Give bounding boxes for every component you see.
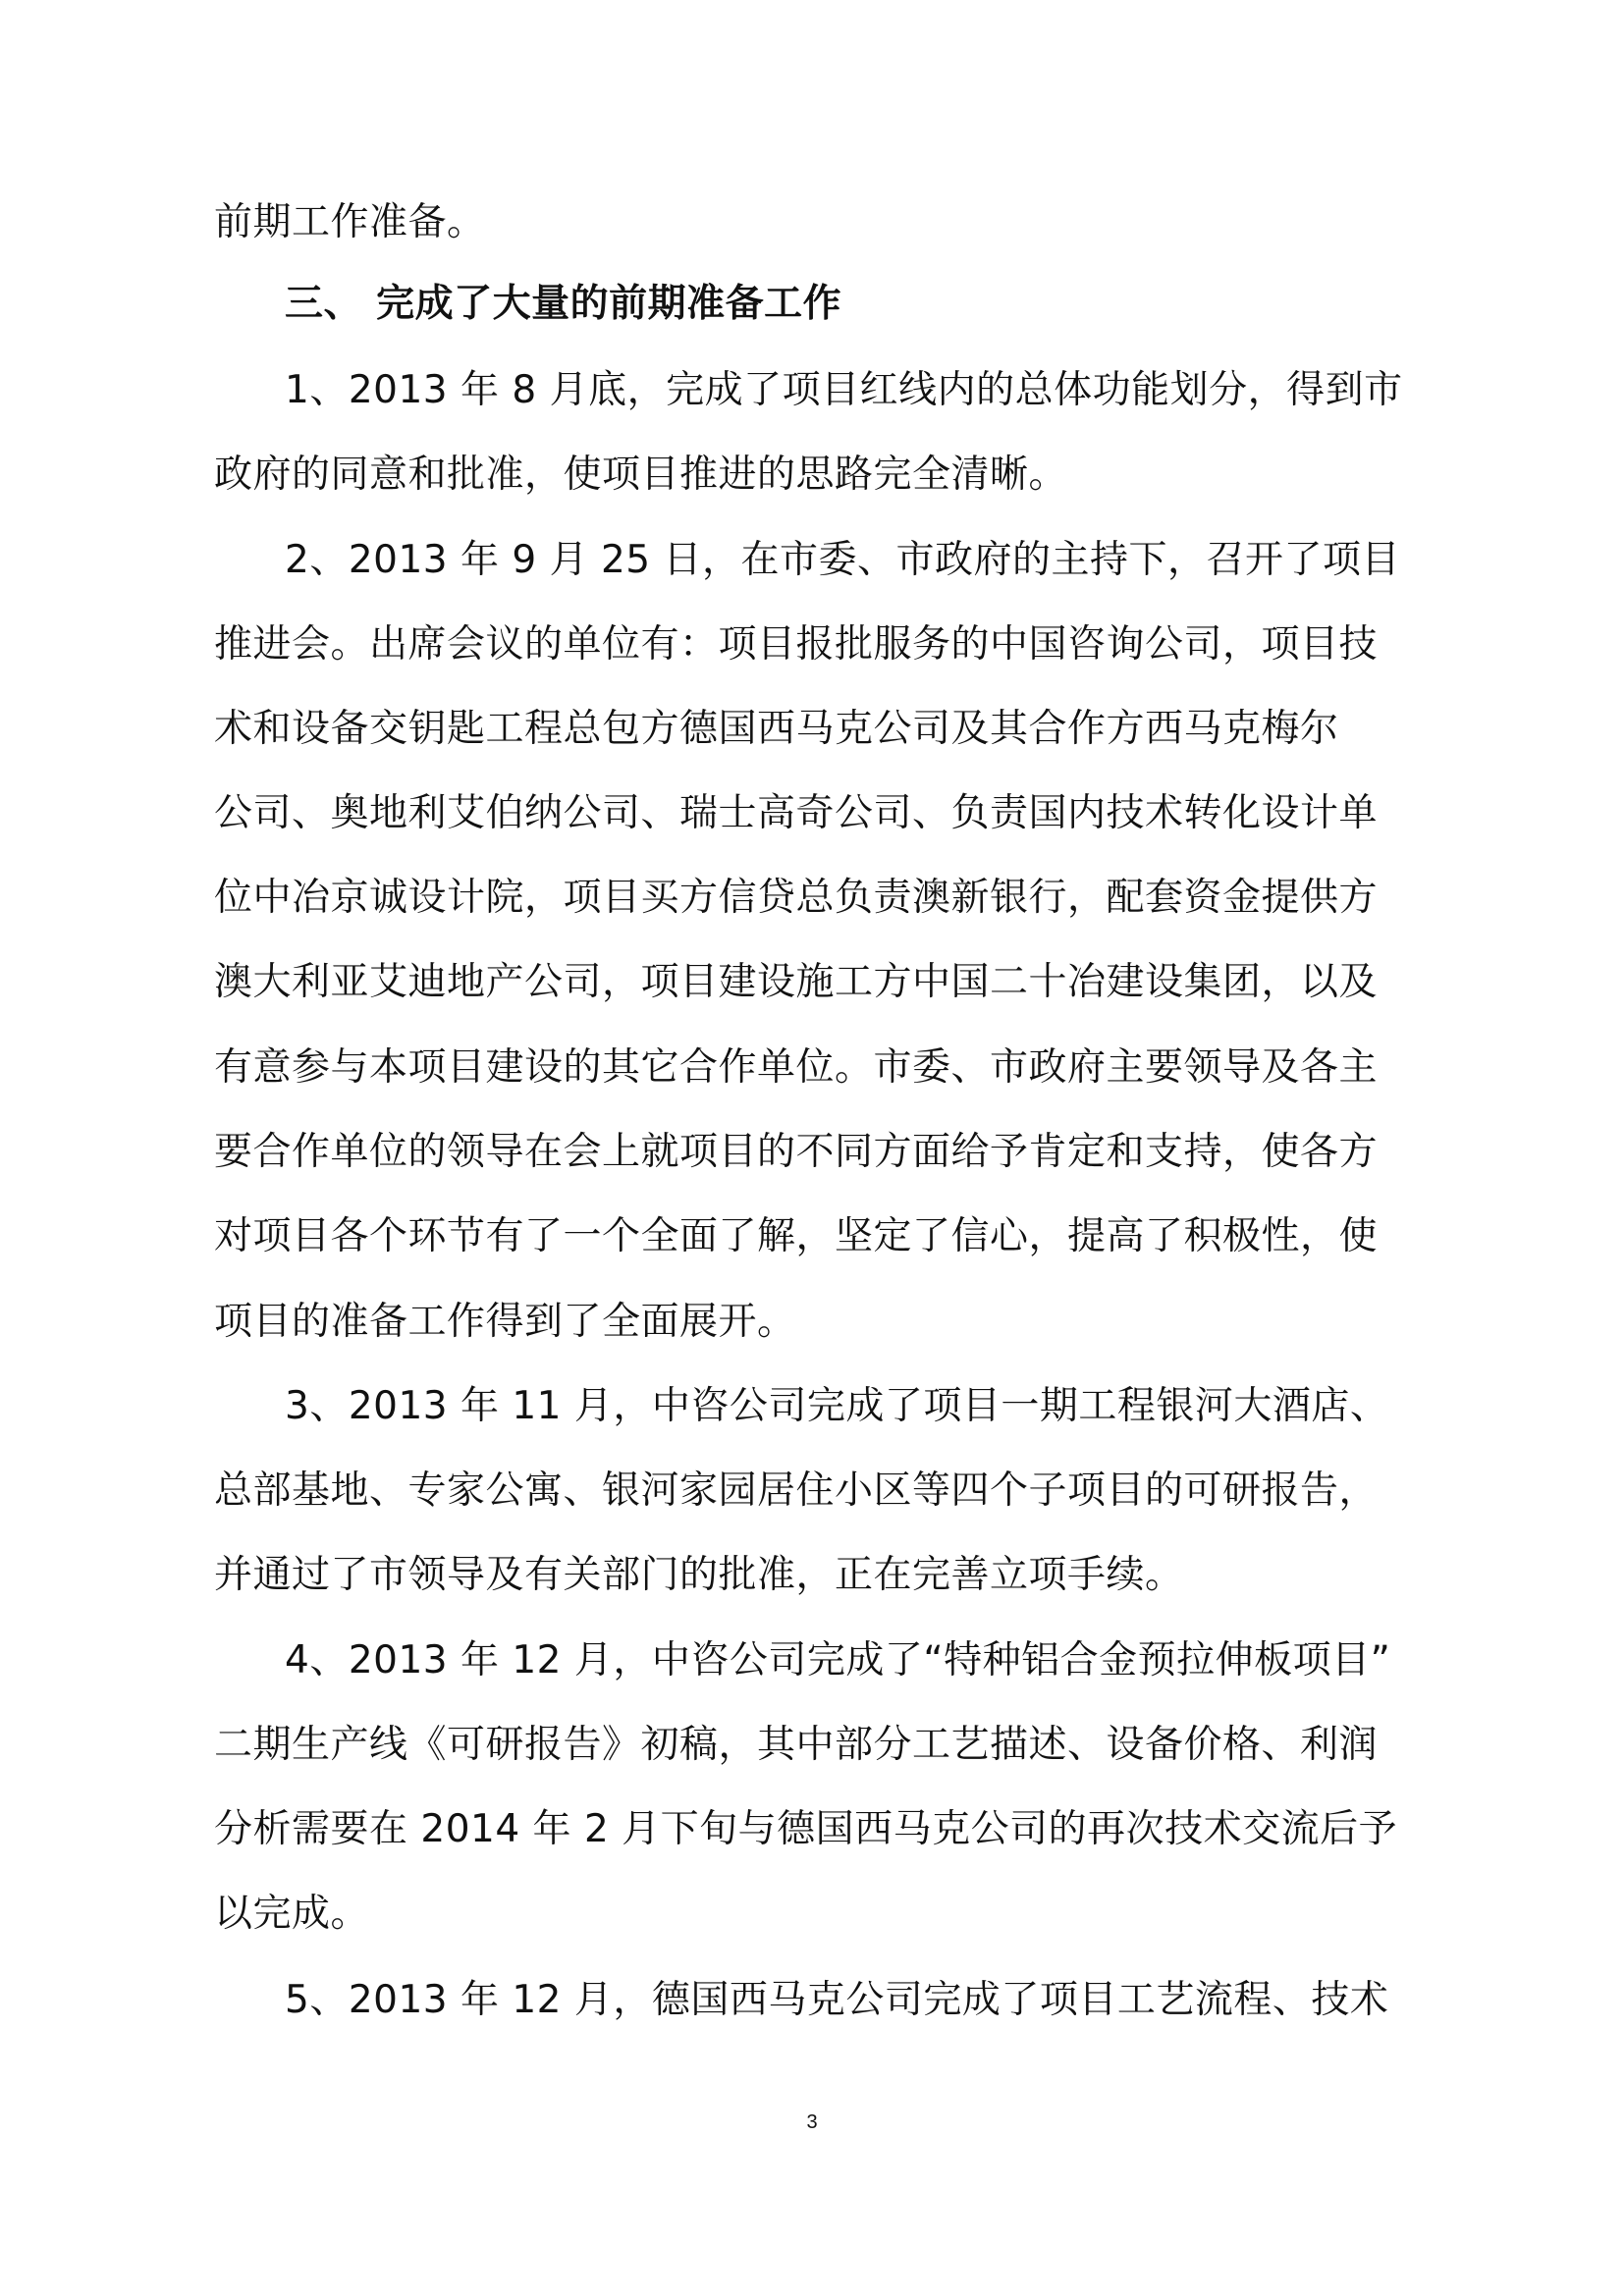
text-line: 分析需要在 2014 年 2 月下旬与德国西马克公司的再次技术交流后予	[214, 1807, 1398, 1851]
text-line: 澳大利亚艾迪地产公司，项目建设施工方中国二十冶建设集团，以及	[214, 960, 1379, 1004]
section-heading: 三、 完成了大量的前期准备工作	[285, 282, 842, 326]
text-line: 有意参与本项目建设的其它合作单位。市委、市政府主要领导及各主	[214, 1045, 1379, 1090]
text-line: 并通过了市领导及有关部门的批准，正在完善立项手续。	[214, 1553, 1184, 1597]
text-line: 推进会。出席会议的单位有：项目报批服务的中国咨询公司，项目技	[214, 622, 1379, 667]
text-line: 二期生产线《可研报告》初稿，其中部分工艺描述、设备价格、利润	[214, 1723, 1379, 1767]
page-number: 3	[806, 2111, 818, 2133]
text-line: 5、2013 年 12 月，德国西马克公司完成了项目工艺流程、技术	[285, 1978, 1389, 2022]
text-line: 2、2013 年 9 月 25 日，在市委、市政府的主持下，召开了项目	[285, 538, 1400, 582]
text-line: 以完成。	[214, 1892, 370, 1936]
text-line: 前期工作准备。	[214, 200, 486, 244]
text-line: 4、2013 年 12 月，中咨公司完成了“特种铝合金预拉伸板项目”	[285, 1638, 1391, 1682]
text-line: 项目的准备工作得到了全面展开。	[214, 1300, 796, 1344]
text-line: 要合作单位的领导在会上就项目的不同方面给予肯定和支持，使各方	[214, 1130, 1379, 1174]
text-line: 政府的同意和批准，使项目推进的思路完全清晰。	[214, 453, 1068, 497]
text-line: 术和设备交钥匙工程总包方德国西马克公司及其合作方西马克梅尔	[214, 707, 1339, 751]
text-line: 位中冶京诚设计院，项目买方信贷总负责澳新银行，配套资金提供方	[214, 876, 1379, 920]
text-line: 总部基地、专家公寓、银河家园居住小区等四个子项目的可研报告，	[214, 1468, 1379, 1513]
text-line: 3、2013 年 11 月，中咨公司完成了项目一期工程银河大酒店、	[285, 1384, 1389, 1428]
text-line: 对项目各个环节有了一个全面了解，坚定了信心，提高了积极性，使	[214, 1214, 1379, 1258]
text-line: 1、2013 年 8 月底，完成了项目红线内的总体功能划分，得到市	[285, 368, 1403, 412]
text-line: 公司、奥地利艾伯纳公司、瑞士高奇公司、负责国内技术转化设计单	[214, 791, 1379, 835]
